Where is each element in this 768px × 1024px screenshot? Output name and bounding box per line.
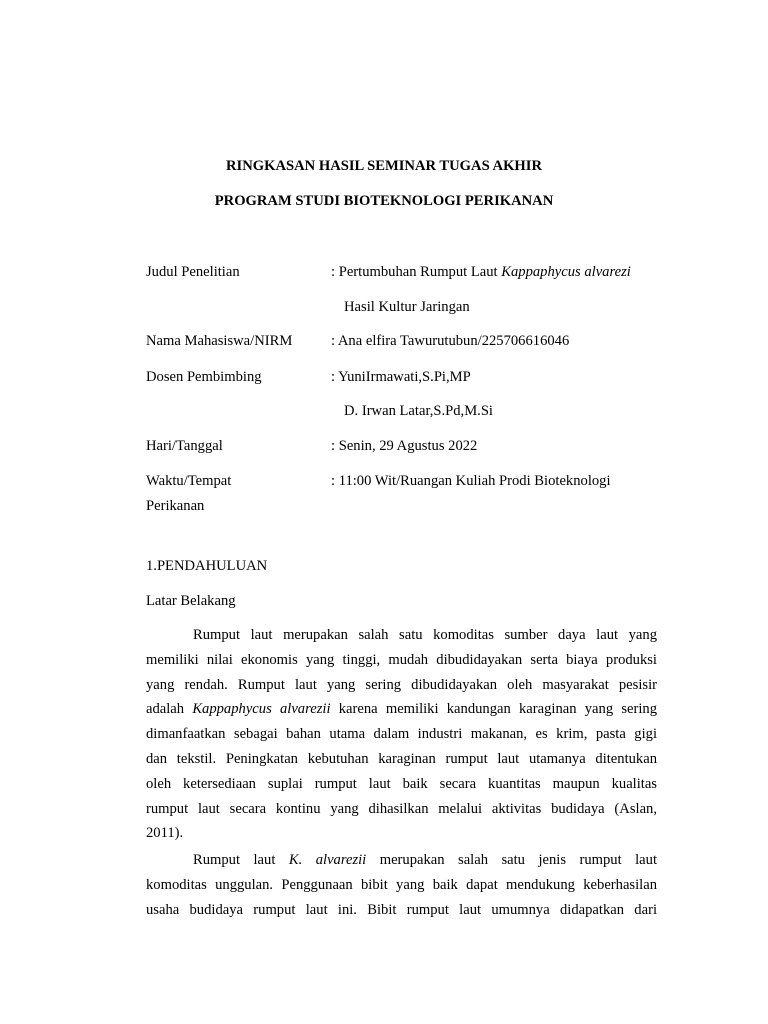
nama-value: : Ana elfira Tawurutubun/225706616046 — [331, 333, 570, 349]
paragraph-1-line: Rumput laut merupakan salah satu komoditas sumber daya laut yang — [193, 627, 657, 643]
paragraph-1-text: adalah — [146, 701, 193, 718]
paragraph-1-line: dimanfaatkan sebagai bahan utama dalam industri makanan, es krim, pasta gigi — [146, 726, 657, 743]
section-subheading: Latar Belakang — [146, 593, 236, 609]
waktu-label: Waktu/Tempat — [146, 473, 232, 489]
paragraph-1-line: 2011). — [146, 825, 184, 842]
paragraph-1 — [146, 623, 657, 846]
paragraph-2-line: komoditas unggulan. Penggunaan bibit yang baik dapat mendukung keberhasilan — [146, 876, 657, 893]
hari-value: : Senin, 29 Agustus 2022 — [331, 438, 478, 454]
judul-value-species: Kappaphycus alvarezi — [501, 264, 631, 280]
paragraph-1-line — [146, 697, 657, 722]
paragraph-2-line — [146, 848, 657, 873]
paragraph-2-text: Rumput laut — [193, 852, 289, 868]
section-heading: 1.PENDAHULUAN — [146, 558, 268, 574]
dosen-label: Dosen Pembimbing — [146, 369, 262, 385]
paragraph-2-species: K. alvarezii — [288, 852, 367, 868]
judul-value-line2: Hasil Kultur Jaringan — [344, 299, 470, 315]
paragraph-1-line: yang rendah. Rumput laut yang sering dibudidayakan oleh masyarakat pesisir — [146, 676, 657, 693]
paragraph-1-line: oleh ketersediaan suplai rumput laut baik secara kuantitas maupun kualitas — [146, 775, 657, 792]
judul-value — [331, 263, 631, 281]
paragraph-1-text: karena memiliki kandungan karaginan yang sering — [330, 701, 658, 718]
paragraph-2-line: usaha budidaya rumput laut ini. Bibit rumput laut umumnya didapatkan dari — [146, 901, 657, 918]
program-title: PROGRAM STUDI BIOTEKNOLOGI PERIKANAN — [214, 193, 554, 209]
waktu-label-line2: Perikanan — [146, 498, 205, 514]
dosen-value-2: D. Irwan Latar,S.Pd,M.Si — [344, 403, 493, 419]
paragraph-2-text: merupakan salah satu jenis rumput laut — [366, 852, 657, 868]
paragraph-1-line: memiliki nilai ekonomis yang tinggi, mudah dibudidayakan serta biaya produksi — [146, 651, 657, 668]
dosen-value-1: : YuniIrmawati,S.Pi,MP — [331, 369, 471, 385]
paragraph-1-line: dan tekstil. Peningkatan kebutuhan karaginan rumput laut utamanya ditentukan — [146, 750, 657, 767]
document-title: RINGKASAN HASIL SEMINAR TUGAS AKHIR — [226, 158, 542, 174]
judul-value-text: : Pertumbuhan Rumput Laut — [331, 264, 502, 280]
paragraph-2 — [146, 848, 657, 922]
hari-label: Hari/Tanggal — [146, 438, 223, 454]
paragraph-1-line: rumput laut secara kontinu yang dihasilkan melalui aktivitas budidaya (Aslan, — [146, 800, 657, 817]
waktu-value: : 11:00 Wit/Ruangan Kuliah Prodi Bioteknologi — [331, 473, 611, 489]
paragraph-1-species: Kappaphycus alvarezii — [192, 701, 331, 718]
nama-label: Nama Mahasiswa/NIRM — [146, 333, 293, 349]
judul-label: Judul Penelitian — [146, 264, 240, 280]
